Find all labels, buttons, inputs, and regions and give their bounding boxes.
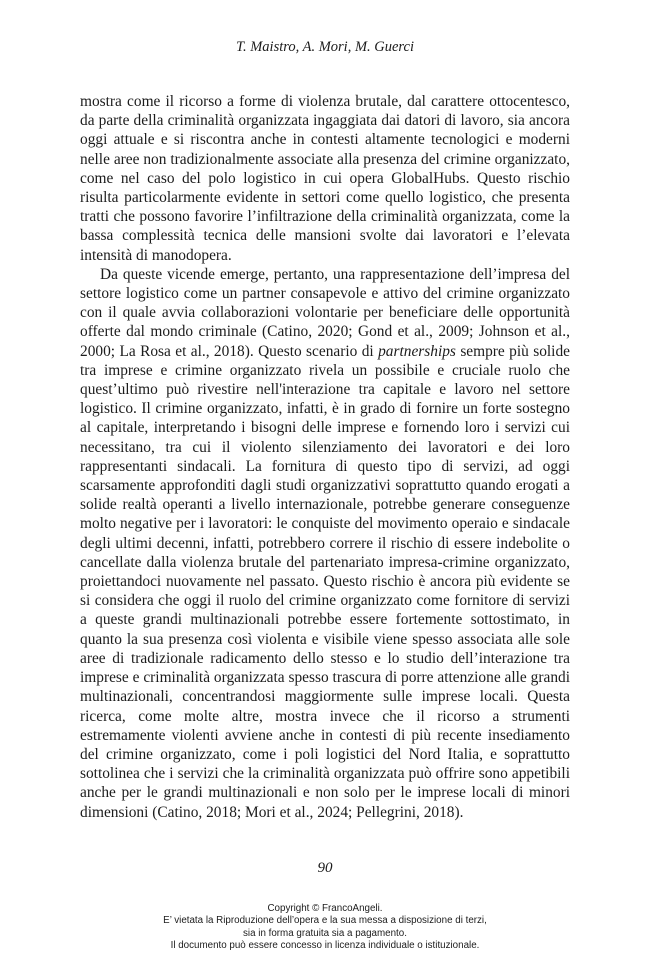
running-header (0, 39, 650, 56)
header-authors: T. Maistro, A. Mori, M. Guerci (235, 39, 415, 55)
copyright-line-4: Il documento può essere concesso in licenza individuale o istituzionale. (170, 940, 480, 952)
paragraph-2-part-2: sempre più solide tra imprese e crimine organizzato rivela un possibile e cruciale ruolo che quest’ultimo può rivestire nell'interazione tra capitale e lavoro nel settore logistico. Il crimine organizzato, infatti, è in grado di fornire un forte sostegno al capitale, interpretando i bisogni delle imprese e fornendo loro i servizi cui necessitano, tra cui il violento silenziamento dei lavoratori e dei loro rappresentanti sindacali. La fornitura di questo tipo di servizi, ad oggi scarsamente approfonditi dagli studi organizzativi soprattutto quando erogati a solide realtà operanti a livello internazionale, potrebbe generare conseguenze molto negative per i lavoratori: le conquiste del movimento operaio e sindacale degli ultimi decenni, infatti, potrebbero correre il rischio di essere indebolite o cancellate dalla violenza brutale del partenariato impresa-crimine organizzato, proiettandoci nuovamente nel passato. Questo rischio è ancora più evidente se si considera che oggi il ruolo del crimine organizzato come fornitore di servizi a queste grandi multinazionali potrebbe essere fortemente sottostimato, in quanto la sua presenza così violenta e visibile viene spesso associata alle sole aree di tradizionale radicamento dello stesso e lo studio dell’interazione tra imprese e criminalità organizzata spesso trascura di porre attenzione alle grandi multinazionali, concentrandosi maggiormente sulle imprese locali. Questa ricerca, come molte altre, mostra invece che il ricorso a strumenti estremamente violenti avviene anche in contesti di più recente insediamento del crimine organizzato, come i poli logistici del Nord Italia, e soprattutto sottolinea che i servizi che la criminalità organizzata può offrire sono appetibili anche per le grandi multinazionali e non solo per le imprese locali di minori dimensioni (Catino, 2018; Mori et al., 2024; Pellegrini, 2018). (80, 342, 570, 821)
paragraph-2 (80, 265, 570, 822)
copyright-line-2: E’ vietata la Riproduzione dell’opera e la sua messa a disposizione di terzi, (163, 915, 487, 927)
paragraph-2-part-1: Da queste vicende emerge, pertanto, una rappresentazione dell’impresa del settore logistico come un partner consapevole e attivo del crimine organizzato con il quale avvia collaborazioni volontarie per beneficiare delle opportunità offerte dal mondo criminale (Catino, 2020; Gond et al., 2009; Johnson et al., 2000; La Rosa et al., 2018). Questo scenario di (80, 265, 570, 360)
copyright-line-1: Copyright © FrancoAngeli. (267, 903, 383, 914)
italic-term: partnerships (378, 342, 456, 360)
page-number: 90 (317, 860, 333, 876)
copyright-line-3: sia in forma gratuita sia a pagamento. (243, 927, 407, 939)
copyright-notice (0, 903, 650, 953)
body-text (80, 92, 570, 822)
paragraph-1: mostra come il ricorso a forme di violenza brutale, dal carattere ottocentesco, da parte della criminalità organizzata ingaggiata dai datori di lavoro, sia ancora oggi attuale e si riscontra anche in contesti altamente tecnologici e moderni nelle aree non tradizionalmente associate alla presenza del crimine organizzato, come nel caso del polo logistico in cui opera GlobalHubs. Questo rischio risulta particolarmente evidente in settori come quello logistico, che presenta tratti che possono favorire l’infiltrazione della criminalità organizzata, come la bassa complessità tecnica delle mansioni svolte dai lavoratori e l’elevata intensità di manodopera. (80, 93, 570, 264)
